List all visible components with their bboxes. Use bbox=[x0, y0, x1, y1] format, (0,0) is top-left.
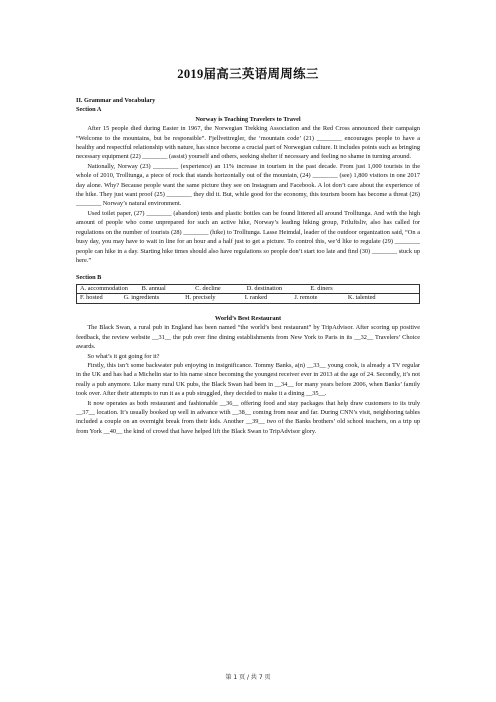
word-option: D. destination bbox=[246, 284, 283, 292]
passage-b-paragraph-1: The Black Swan, a rural pub in England has been named “the world’s best restaurant” by TripAdvisor. After scoring up positive feedback, the review website __31__ the pub over fine dining establishments from New York to Paris in its __32__ Travelers’ Choice awards. bbox=[76, 324, 420, 351]
exam-content bbox=[76, 96, 420, 436]
passage-a-title: Norway is Teaching Travelers to Travel bbox=[195, 115, 301, 123]
passage-b-paragraph-2: So what’s it got going for it? bbox=[87, 352, 160, 360]
word-option: J. remote bbox=[294, 294, 318, 302]
word-bank-cell bbox=[77, 284, 420, 294]
word-bank-row bbox=[77, 294, 420, 304]
word-option: B. annual bbox=[141, 284, 166, 292]
page-title: 2019届高三英语周周练三 bbox=[177, 67, 319, 81]
word-option: I. ranked bbox=[244, 294, 268, 302]
word-option: G. ingredients bbox=[123, 294, 160, 302]
passage-b-paragraph-4: It now operates as both restaurant and fashionable __36__ offering food and stay packages that help draw customers to its truly __37__ location. It’s usually booked up well in advance with __38__ coming from near and far. During CNN’s visit, neighboring tables included a couple on an overnight break from their kids. Another __39__ two of the Banks brothers’ old school teachers, on a trip up from York __40__ the kind of crowd that have helped lift the Black Swan to TripAdvisor glory. bbox=[76, 399, 420, 435]
section-a-label: Section A bbox=[76, 106, 102, 114]
word-option: H. precisely bbox=[185, 294, 216, 302]
section-b-label: Section B bbox=[76, 274, 102, 282]
passage-a-paragraph-2: Nationally, Norway (23) ________ (experience) an 11% increase in tourism in the past decade. From just 1,000 tourists in the whole of 2010, Trolltunga, a piece of rock that stands horizontally out of the mountain, (24) ________ (see) 1,800 visitors in one 2017 day alone. Why? Because people want the same picture they see on Instagram and Facebook. A lot don’t care about the experience of the hike. They just want proof (25) ________ they did it. But, while good for the economy, this tourism boom has become a threat (26) ________ Norway’s natural environment. bbox=[76, 162, 420, 208]
page-footer: 第 1 页 / 共 7 页 bbox=[225, 674, 271, 681]
passage-a-paragraph-3: Used toilet paper, (27) ________ (abandon) tents and plastic bottles can be found littered all around Trolltunga. And with the high amount of people who come unprepared for such an active hike, Norway’s leading hiking group, Friluftsliv, also has called for regulations on the number of tourists (28) ________ (hike) to Trolltunga. Lasse Heimdal, leader of the outdoor organization said, “On a busy day, you may have to wait in line for an hour and a half just to get a picture. To control this, we’d like to regulate (29) ________ people can hike in a day. Starting hike times should also have regulations so people don’t start too late and find (30) ________ stuck up here.” bbox=[76, 209, 420, 264]
section-heading: II. Grammar and Vocabulary bbox=[76, 97, 156, 104]
word-option: A. accommodation bbox=[80, 284, 128, 292]
word-bank-cell bbox=[77, 294, 420, 304]
word-option: C. decline bbox=[195, 284, 221, 292]
word-bank-table bbox=[76, 284, 420, 304]
word-option: E. diners bbox=[310, 284, 333, 292]
word-option: F. hosted bbox=[80, 294, 103, 302]
passage-b-title: World’s Best Restaurant bbox=[214, 314, 282, 322]
passage-a-paragraph-1: After 15 people died during Easter in 1967, the Norwegian Trekking Association and the Red Cross announced their campaign “Welcome to the mountains, but be responsible”. Fjellvettregler, the ‘mountain code’ (21) ________ encourages people to have a healthy and respectful relationship with nature, has since become a crucial part of Norwegian culture. It includes points such as bringing necessary equipment (22) ________ (assist) yourself and others, seeking shelter if necessary and feeling no shame in turning around. bbox=[76, 125, 420, 161]
passage-b-paragraph-3: Firstly, this isn’t some backwater pub enjoying in insignificance. Tommy Banks, a(n) __33__ young cook, is already a TV regular in the UK and has had a Michelin star to his name since becoming the youngest receiver ever in 2013 at the age of 24. Secondly, it’s not really a pub anymore. Like many rural UK pubs, the Black Swan had been in __34__ for many years before 2006, when Banks’ family took over. After their attempts to run it as a pub struggled, they decided to make it a dining __35__. bbox=[76, 361, 420, 398]
word-bank-row bbox=[77, 284, 420, 294]
word-option: K. talented bbox=[347, 294, 376, 302]
